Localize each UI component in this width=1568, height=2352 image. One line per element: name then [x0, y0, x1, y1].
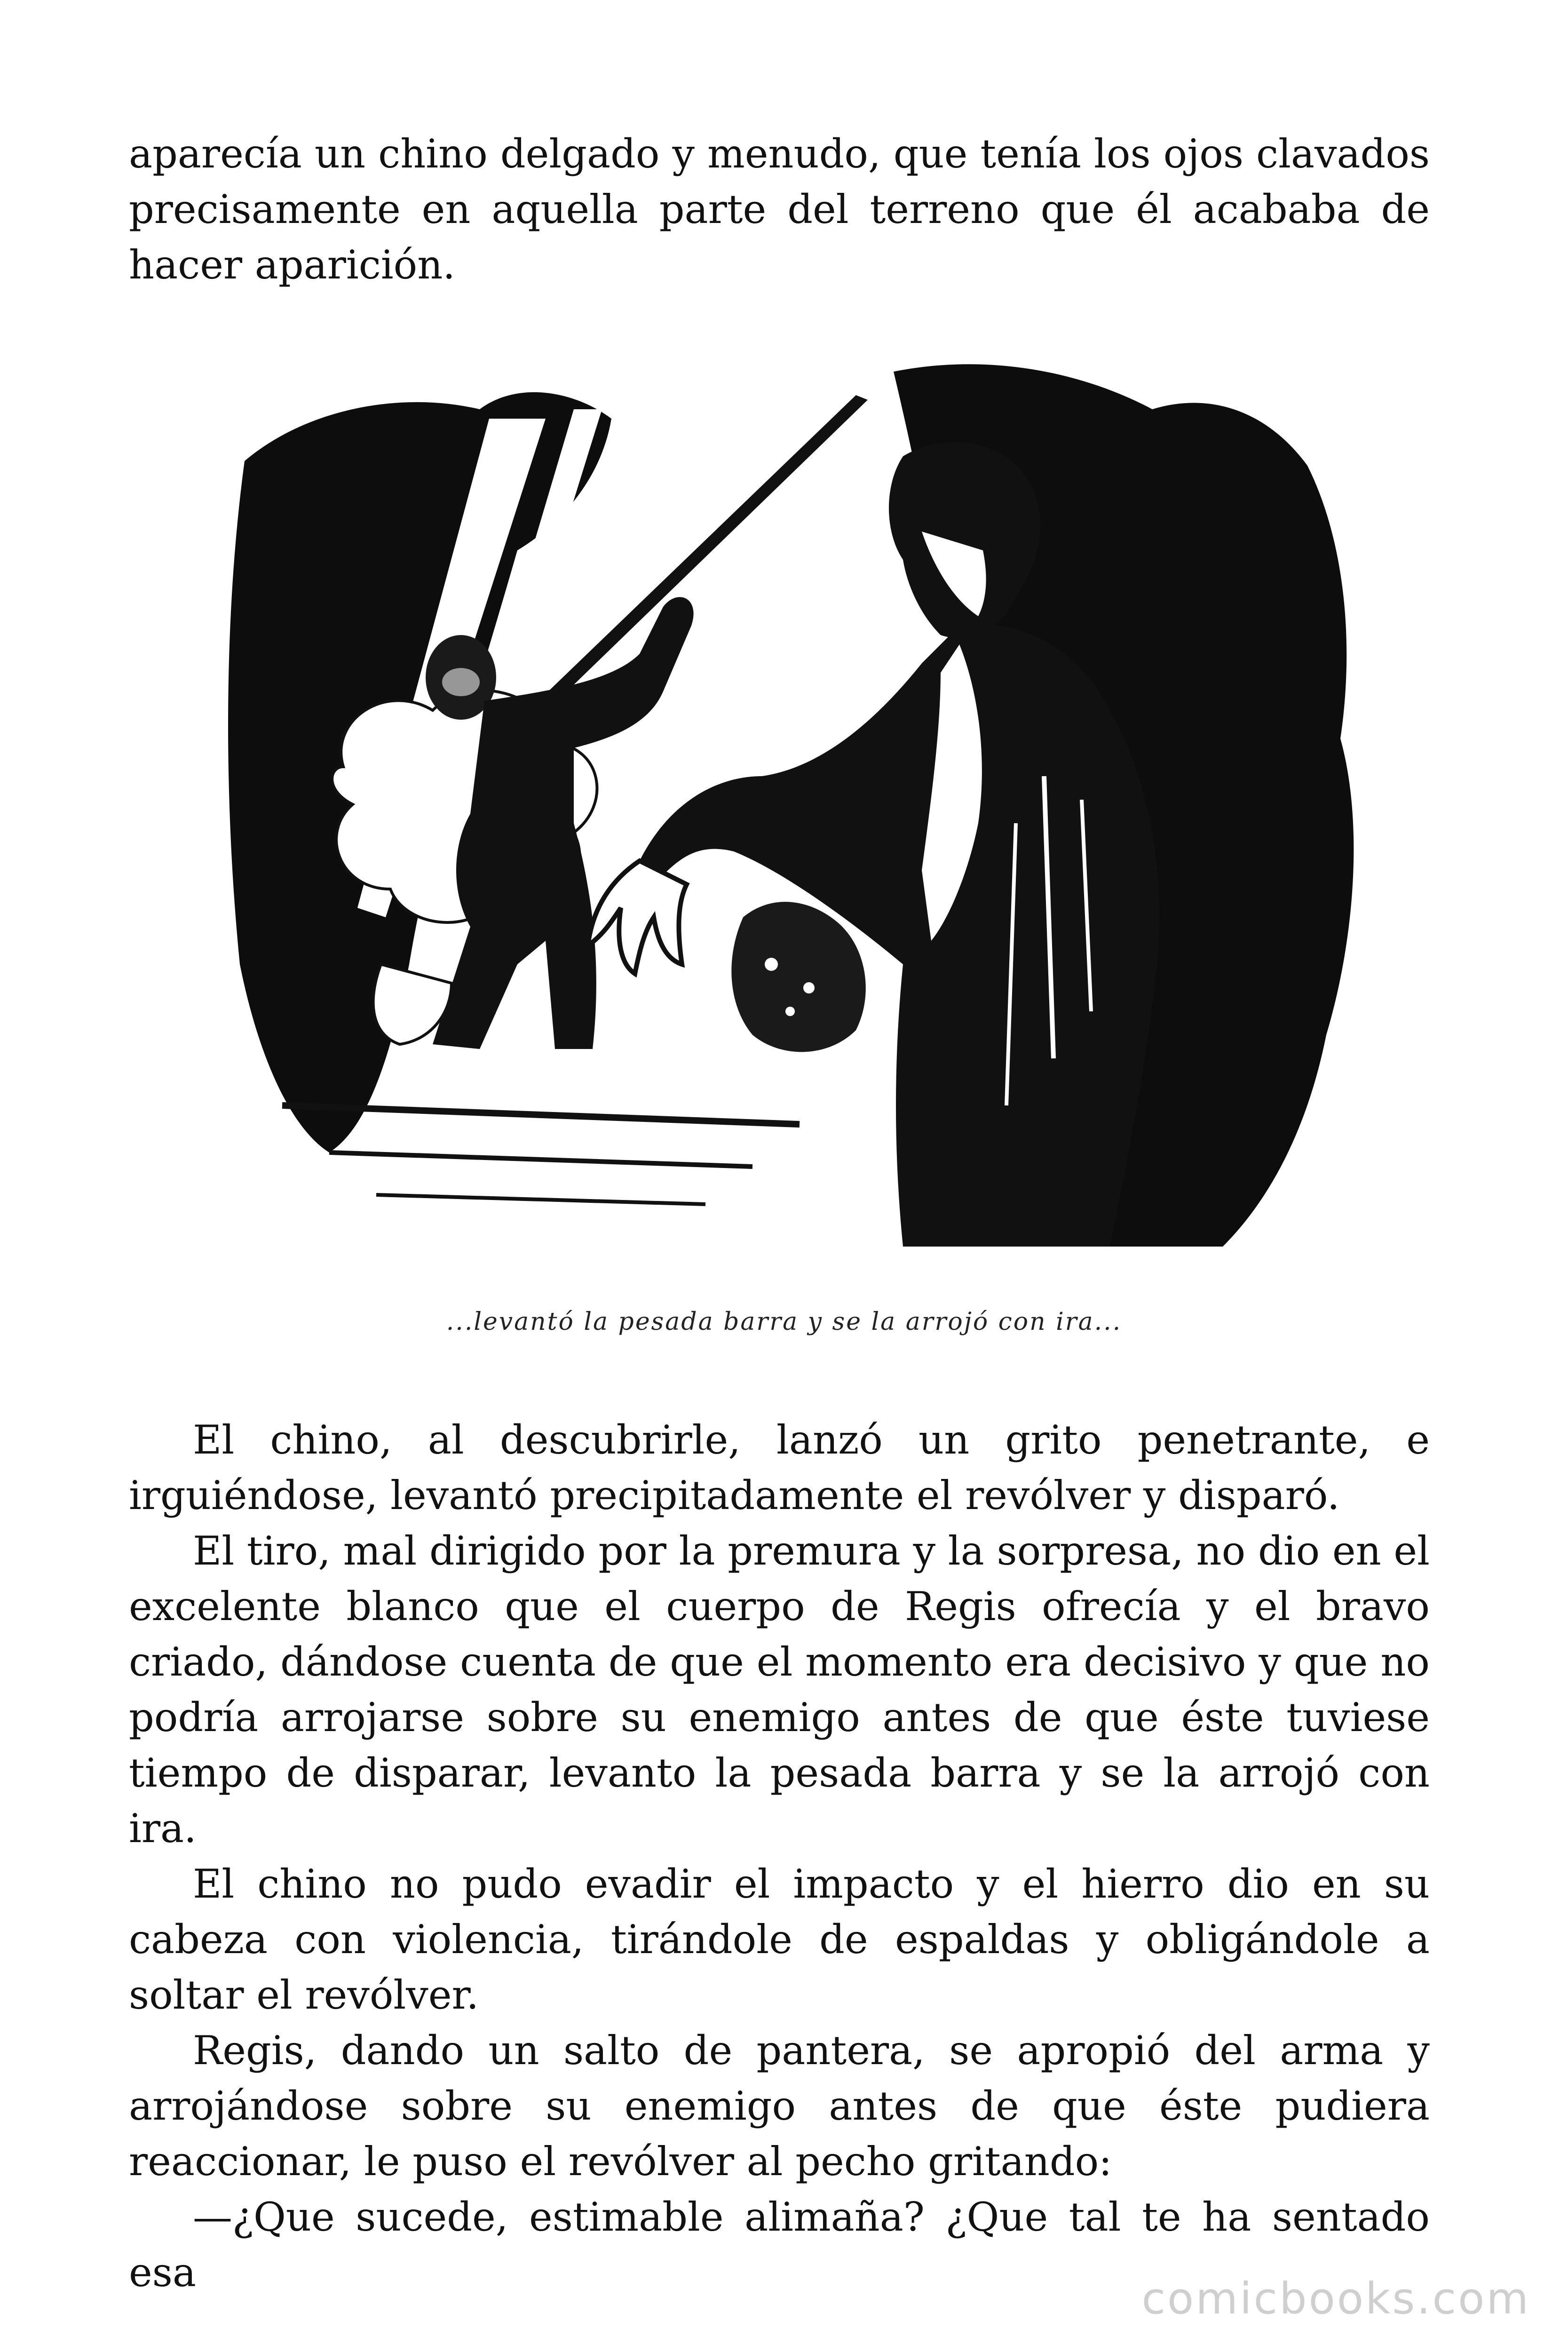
- paragraph: El chino no pudo evadir el impacto y el hierro dio en su cabeza con violencia, tirándole de espaldas y obligándole a soltar el revólver.: [129, 1861, 1430, 2018]
- watermark: comicbooks.com: [1141, 2273, 1530, 2324]
- paragraph: —¿Que sucede, estimable alimaña? ¿Que tal te ha sentado esa: [129, 2194, 1430, 2296]
- page-text-top: [129, 126, 1430, 293]
- paragraph: El chino, al descubrirle, lanzó un grito penetrante, e irguiéndose, levantó precipitadamente el revólver y disparó.: [129, 1417, 1430, 1518]
- illustration-caption: ...levantó la pesada barra y se la arrojó con ira...: [446, 1308, 1122, 1336]
- paragraph: Regis, dando un salto de pantera, se apropió del arma y arrojándose sobre su enemigo antes de que éste pudiera reaccionar, le puso el revólver al pecho gritando:: [129, 2027, 1430, 2185]
- paragraph-top: aparecía un chino delgado y menudo, que tenía los ojos clavados precisamente en aquella parte del terreno que él acababa de hacer aparición.: [129, 131, 1430, 288]
- illustration: [188, 353, 1411, 1294]
- paragraph: El tiro, mal dirigido por la premura y la sorpresa, no dio en el excelente blanco que el cuerpo de Regis ofrecía y el bravo criado, dándose cuenta de que el momento era decisivo y que no podría arrojarse sobre su enemigo antes de que éste tuviese tiempo de disparar, levanto la pesada barra y se la arrojó con ira.: [129, 1528, 1430, 1851]
- illustration-drawing: [188, 353, 1411, 1294]
- page-text-bottom: [129, 1412, 1430, 2300]
